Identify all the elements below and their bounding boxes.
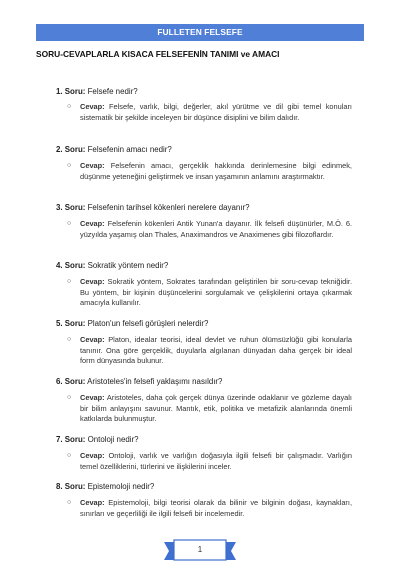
bullet-icon: ○	[67, 220, 72, 227]
question-text: Platon'un felsefi görüşleri nelerdir?	[87, 319, 209, 328]
answer-text: Felsefenin kökenleri Antik Yunan'a dayanır. İlk felsefi düşünürler, M.Ö. 6. yüzyılda yaşamış olan Thales, Anaximandros ve Anaximenes gibi filozoflardır.	[80, 219, 353, 239]
question-line: 8. Soru: Epistemoloji nedir?	[56, 482, 155, 491]
document-title: SORU-CEVAPLARLA KISACA FELSEFENİN TANIMI ve AMACI	[36, 49, 280, 59]
header-title: FULLETEN FELSEFE	[157, 27, 243, 37]
bullet-icon: ○	[67, 103, 72, 110]
header-banner	[36, 24, 364, 41]
answer-text: Aristoteles, daha çok gerçek dünya üzerinde odaklanır ve gözleme dayalı bir bilim anlayışını savunur. Mantık, etik, politika ve metafizik alanlarında önemli katkılarda bulunmuştur.	[80, 393, 352, 424]
answer-block: ○ Cevap: Sokratik yöntem, Sokrates tarafından geliştirilen bir soru-cevap tekniğidir. Bu yöntem, bir kişinin düşüncelerini sorgulamak ve çelişkilerini ortaya çıkarmak amacıyla kullanılır.	[67, 277, 352, 308]
bullet-icon: ○	[67, 278, 72, 285]
question-line: 3. Soru: Felsefenin tarihsel kökenleri nerelere dayanır?	[56, 203, 250, 212]
question-line: 6. Soru: Aristoteles'in felsefi yaklaşımı nasıldır?	[56, 377, 223, 386]
page-footer	[160, 538, 240, 564]
answer-text: Felsefenin amacı, gerçeklik hakkında derinlemesine bilgi edinmek, düşünme yeteneğini geliştirmek ve insan yaşamının anlamını araştırmaktır.	[80, 161, 352, 181]
answer-text: Ontoloji, varlık ve varlığın doğasıyla ilgili felsefi bir çalışmadır. Varlığın temel özelliklerini, türlerini ve ilişkilerini inceler.	[80, 451, 352, 471]
answer-block: ○ Cevap: Aristoteles, daha çok gerçek dünya üzerinde odaklanır ve gözleme dayalı bir bilim anlayışını savunur. Mantık, etik, politika ve metafizik alanlarında önemli katkılarda bulunmuştur.	[67, 393, 352, 424]
bullet-icon: ○	[67, 499, 72, 506]
question-text: Epistemoloji nedir?	[87, 482, 155, 491]
answer-block: ○ Cevap: Felsefenin kökenleri Antik Yunan'a dayanır. İlk felsefi düşünürler, M.Ö. 6. yüzyılda yaşamış olan Thales, Anaximandros ve Anaximenes gibi filozoflardır.	[67, 219, 353, 239]
answer-text: Epistemoloji, bilgi teorisi olarak da bilinir ve bilginin doğası, kaynakları, sınırları ve geçerliliği ile ilgili felsefi bir incelemedir.	[80, 498, 352, 518]
question-text: Felsefenin tarihsel kökenleri nerelere dayanır?	[87, 203, 250, 212]
answer-block: ○ Cevap: Ontoloji, varlık ve varlığın doğasıyla ilgili felsefi bir çalışmadır. Varlığın temel özelliklerini, türlerini ve ilişkilerini inceler.	[67, 451, 352, 471]
answer-text: Sokratik yöntem, Sokrates tarafından geliştirilen bir soru-cevap tekniğidir. Bu yöntem, bir kişinin düşüncelerini sorgulamak ve çelişkilerini ortaya çıkarmak amacıyla kullanılır.	[80, 277, 352, 308]
question-line: 1. Soru: Felsefe nedir?	[56, 87, 138, 96]
answer-text: Platon, idealar teorisi, ideal devlet ve ruhun ölümsüzlüğü gibi konularla tanınır. Ona göre gerçeklik, duyularla algılanan dünyadan daha gerçek bir ideal form dünyasında bulunur.	[80, 335, 352, 366]
question-text: Felsefe nedir?	[87, 87, 138, 96]
answer-block: ○ Cevap: Epistemoloji, bilgi teorisi olarak da bilinir ve bilginin doğası, kaynakları, sınırları ve geçerliliği ile ilgili felsefi bir incelemedir.	[67, 498, 352, 518]
question-line: 4. Soru: Sokratik yöntem nedir?	[56, 261, 169, 270]
question-line: 5. Soru: Platon'un felsefi görüşleri nelerdir?	[56, 319, 209, 328]
question-text: Sokratik yöntem nedir?	[87, 261, 169, 270]
bullet-icon: ○	[67, 394, 72, 401]
bullet-icon: ○	[67, 452, 72, 459]
question-line: 2. Soru: Felsefenin amacı nedir?	[56, 145, 172, 154]
bullet-icon: ○	[67, 336, 72, 343]
bullet-icon: ○	[67, 162, 72, 169]
question-text: Felsefenin amacı nedir?	[87, 145, 172, 154]
answer-block: ○ Cevap: Felsefe, varlık, bilgi, değerler, akıl yürütme ve dil gibi temel konuları sistematik bir şekilde inceleyen bir düşünce disiplini ve bilim dalıdır.	[67, 102, 352, 122]
answer-text: Felsefe, varlık, bilgi, değerler, akıl yürütme ve dil gibi temel konuları sistematik bir şekilde inceleyen bir düşünce disiplini ve bilim dalıdır.	[80, 102, 352, 122]
page-number: 1	[197, 545, 203, 554]
answer-block: ○ Cevap: Platon, idealar teorisi, ideal devlet ve ruhun ölümsüzlüğü gibi konularla tanınır. Ona göre gerçeklik, duyularla algılanan dünyadan daha gerçek bir ideal form dünyasında bulunur.	[67, 335, 352, 366]
question-line: 7. Soru: Ontoloji nedir?	[56, 435, 139, 444]
question-text: Aristoteles'in felsefi yaklaşımı nasıldır?	[87, 377, 223, 386]
answer-block: ○ Cevap: Felsefenin amacı, gerçeklik hakkında derinlemesine bilgi edinmek, düşünme yeteneğini geliştirmek ve insan yaşamının anlamını araştırmaktır.	[67, 161, 352, 181]
question-text: Ontoloji nedir?	[87, 435, 139, 444]
